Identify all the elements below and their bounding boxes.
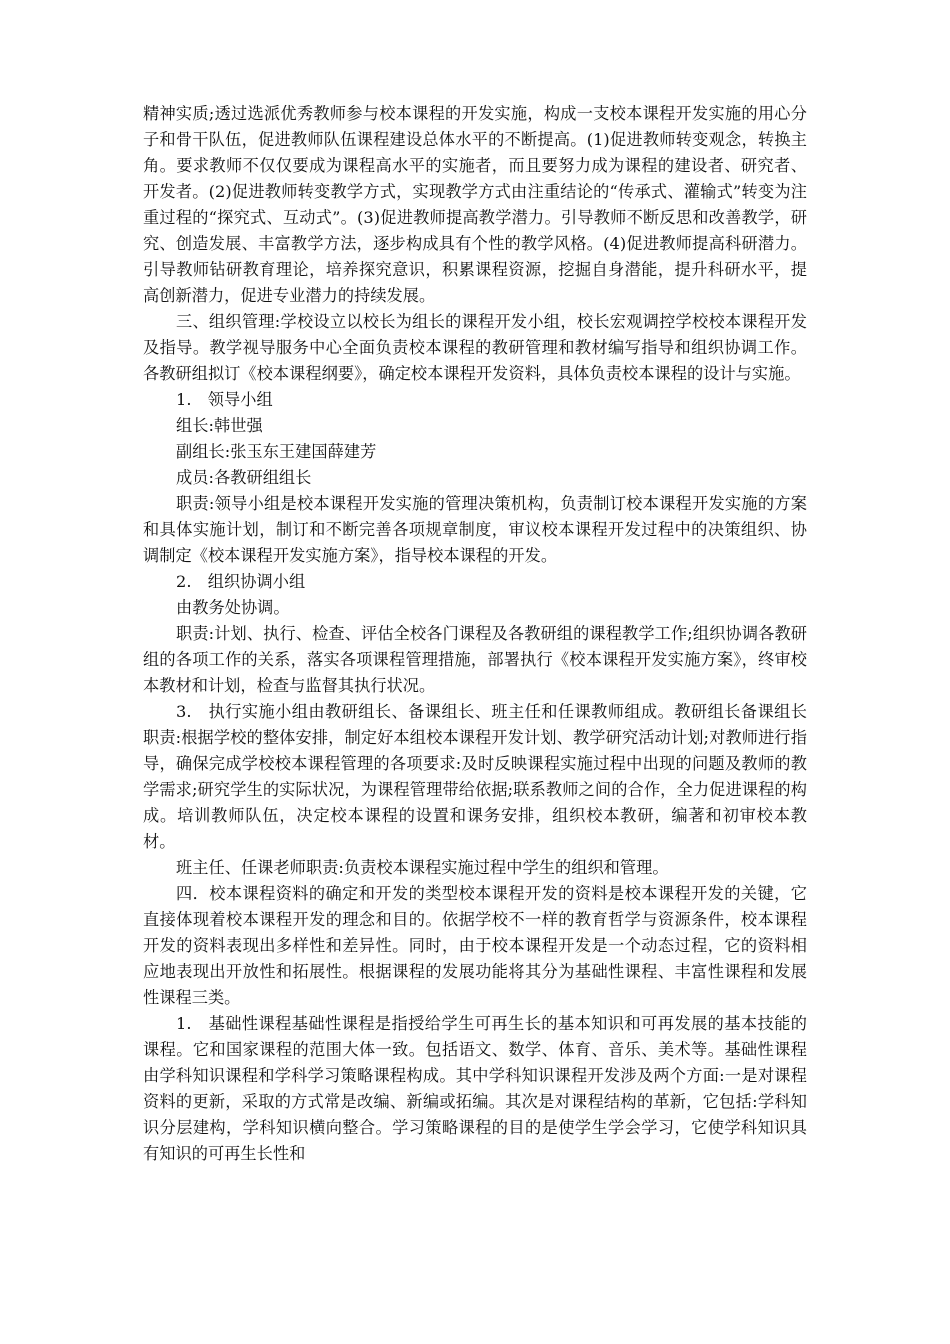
deputy-leader-line: 副组长:张玉东王建国薛建芳: [176, 442, 377, 461]
paragraph-intro-continuation: 精神实质;透过选派优秀教师参与校本课程的开发实施，构成一支校本课程开发实施的用心分子和骨干队伍，促进教师队伍课程建设总体水平的不断提高。(1)促进教师转变观念，转换主角。要求教师不仅仅要成为课程高水平的实施者，而且要努力成为课程的建设者、研究者、开发者。(2)促进教师转变教学方式，实现教学方式由注重结论的“传承式、灌输式”转变为注重过程的“探究式、互动式”。(3)促进教师提高教学潜力。引导教师不断反思和改善教学，研究、创造发展、丰富教学方法，逐步构成具有个性的教学风格。(4)促进教师提高科研潜力。引导教师钻研教育理论，培养探究意识，积累课程资源，挖掘自身潜能，提升科研水平，提高创新潜力，促进专业潜力的持续发展。: [143, 104, 807, 305]
leader-line: 组长:韩世强: [176, 416, 263, 435]
paragraph-execution-group: 3. 执行实施小组由教研组长、备课组长、班主任和任课教师组成。教研组长备课组长职责:根据学校的整体安排，制定好本组校本课程开发计划、教学研究活动计划;对教师进行指导，确保完成学校校本课程管理的各项要求:及时反映课程实施过程中出现的问题及教师的教学需求;研究学生的实际状况，为课程管理带给依据;联系教师之间的合作，全力促进课程的构成。培训教师队伍，决定校本课程的设置和课务安排，组织校本教研，编著和初审校本教材。: [143, 702, 807, 851]
paragraph-teacher-duties: 班主任、任课老师职责:负责校本课程实施过程中学生的组织和管理。: [176, 858, 669, 877]
paragraph-organization-management: 三、组织管理:学校设立以校长为组长的课程开发小组，校长宏观调控学校校本课程开发及指导。教学视导服务中心全面负责校本课程的教研管理和教材编写指导和组织协调工作。各教研组拟订《校本课程纲要》，确定校本课程开发资料，具体负责校本课程的设计与实施。: [143, 312, 807, 383]
document-page: [143, 101, 807, 1167]
coordination-line: 由教务处协调。: [176, 598, 290, 617]
paragraph-coordination-duties: 职责:计划、执行、检查、评估全校各门课程及各教研组的课程教学工作;组织协调各教研组的各项工作的关系，落实各项课程管理措施，部署执行《校本课程开发实施方案》，终审校本教材和计划，检查与监督其执行状况。: [143, 624, 807, 695]
paragraph-course-content: 四．校本课程资料的确定和开发的类型校本课程开发的资料是校本课程开发的关键，它直接体现着校本课程开发的理念和目的。依据学校不一样的教育哲学与资源条件，校本课程开发的资料表现出多样性和差异性。同时，由于校本课程开发是一个动态过程，它的资料相应地表现出开放性和拓展性。根据课程的发展功能将其分为基础性课程、丰富性课程和发展性课程三类。: [143, 884, 807, 1007]
members-line: 成员:各教研组组长: [176, 468, 312, 487]
paragraph-leadership-duties: 职责:领导小组是校本课程开发实施的管理决策机构，负责制订校本课程开发实施的方案和具体实施计划，制订和不断完善各项规章制度，审议校本课程开发过程中的决策组织、协调制定《校本课程开发实施方案》，指导校本课程的开发。: [143, 494, 807, 565]
paragraph-basic-courses: 1. 基础性课程基础性课程是指授给学生可再生长的基本知识和可再发展的基本技能的课程。它和国家课程的范围大体一致。包括语文、数学、体育、音乐、美术等。基础性课程由学科知识课程和学科学习策略课程构成。其中学科知识课程开发涉及两个方面:一是对课程资料的更新，采取的方式常是改编、新编或拓编。其次是对课程结构的革新，它包括:学科知识分层建构，学科知识横向整合。学习策略课程的目的是使学生学会学习，它使学科知识具有知识的可再生长性和: [143, 1014, 807, 1163]
heading-coordination-group: 2. 组织协调小组: [176, 572, 306, 591]
heading-leadership-group: 1. 领导小组: [176, 390, 273, 409]
